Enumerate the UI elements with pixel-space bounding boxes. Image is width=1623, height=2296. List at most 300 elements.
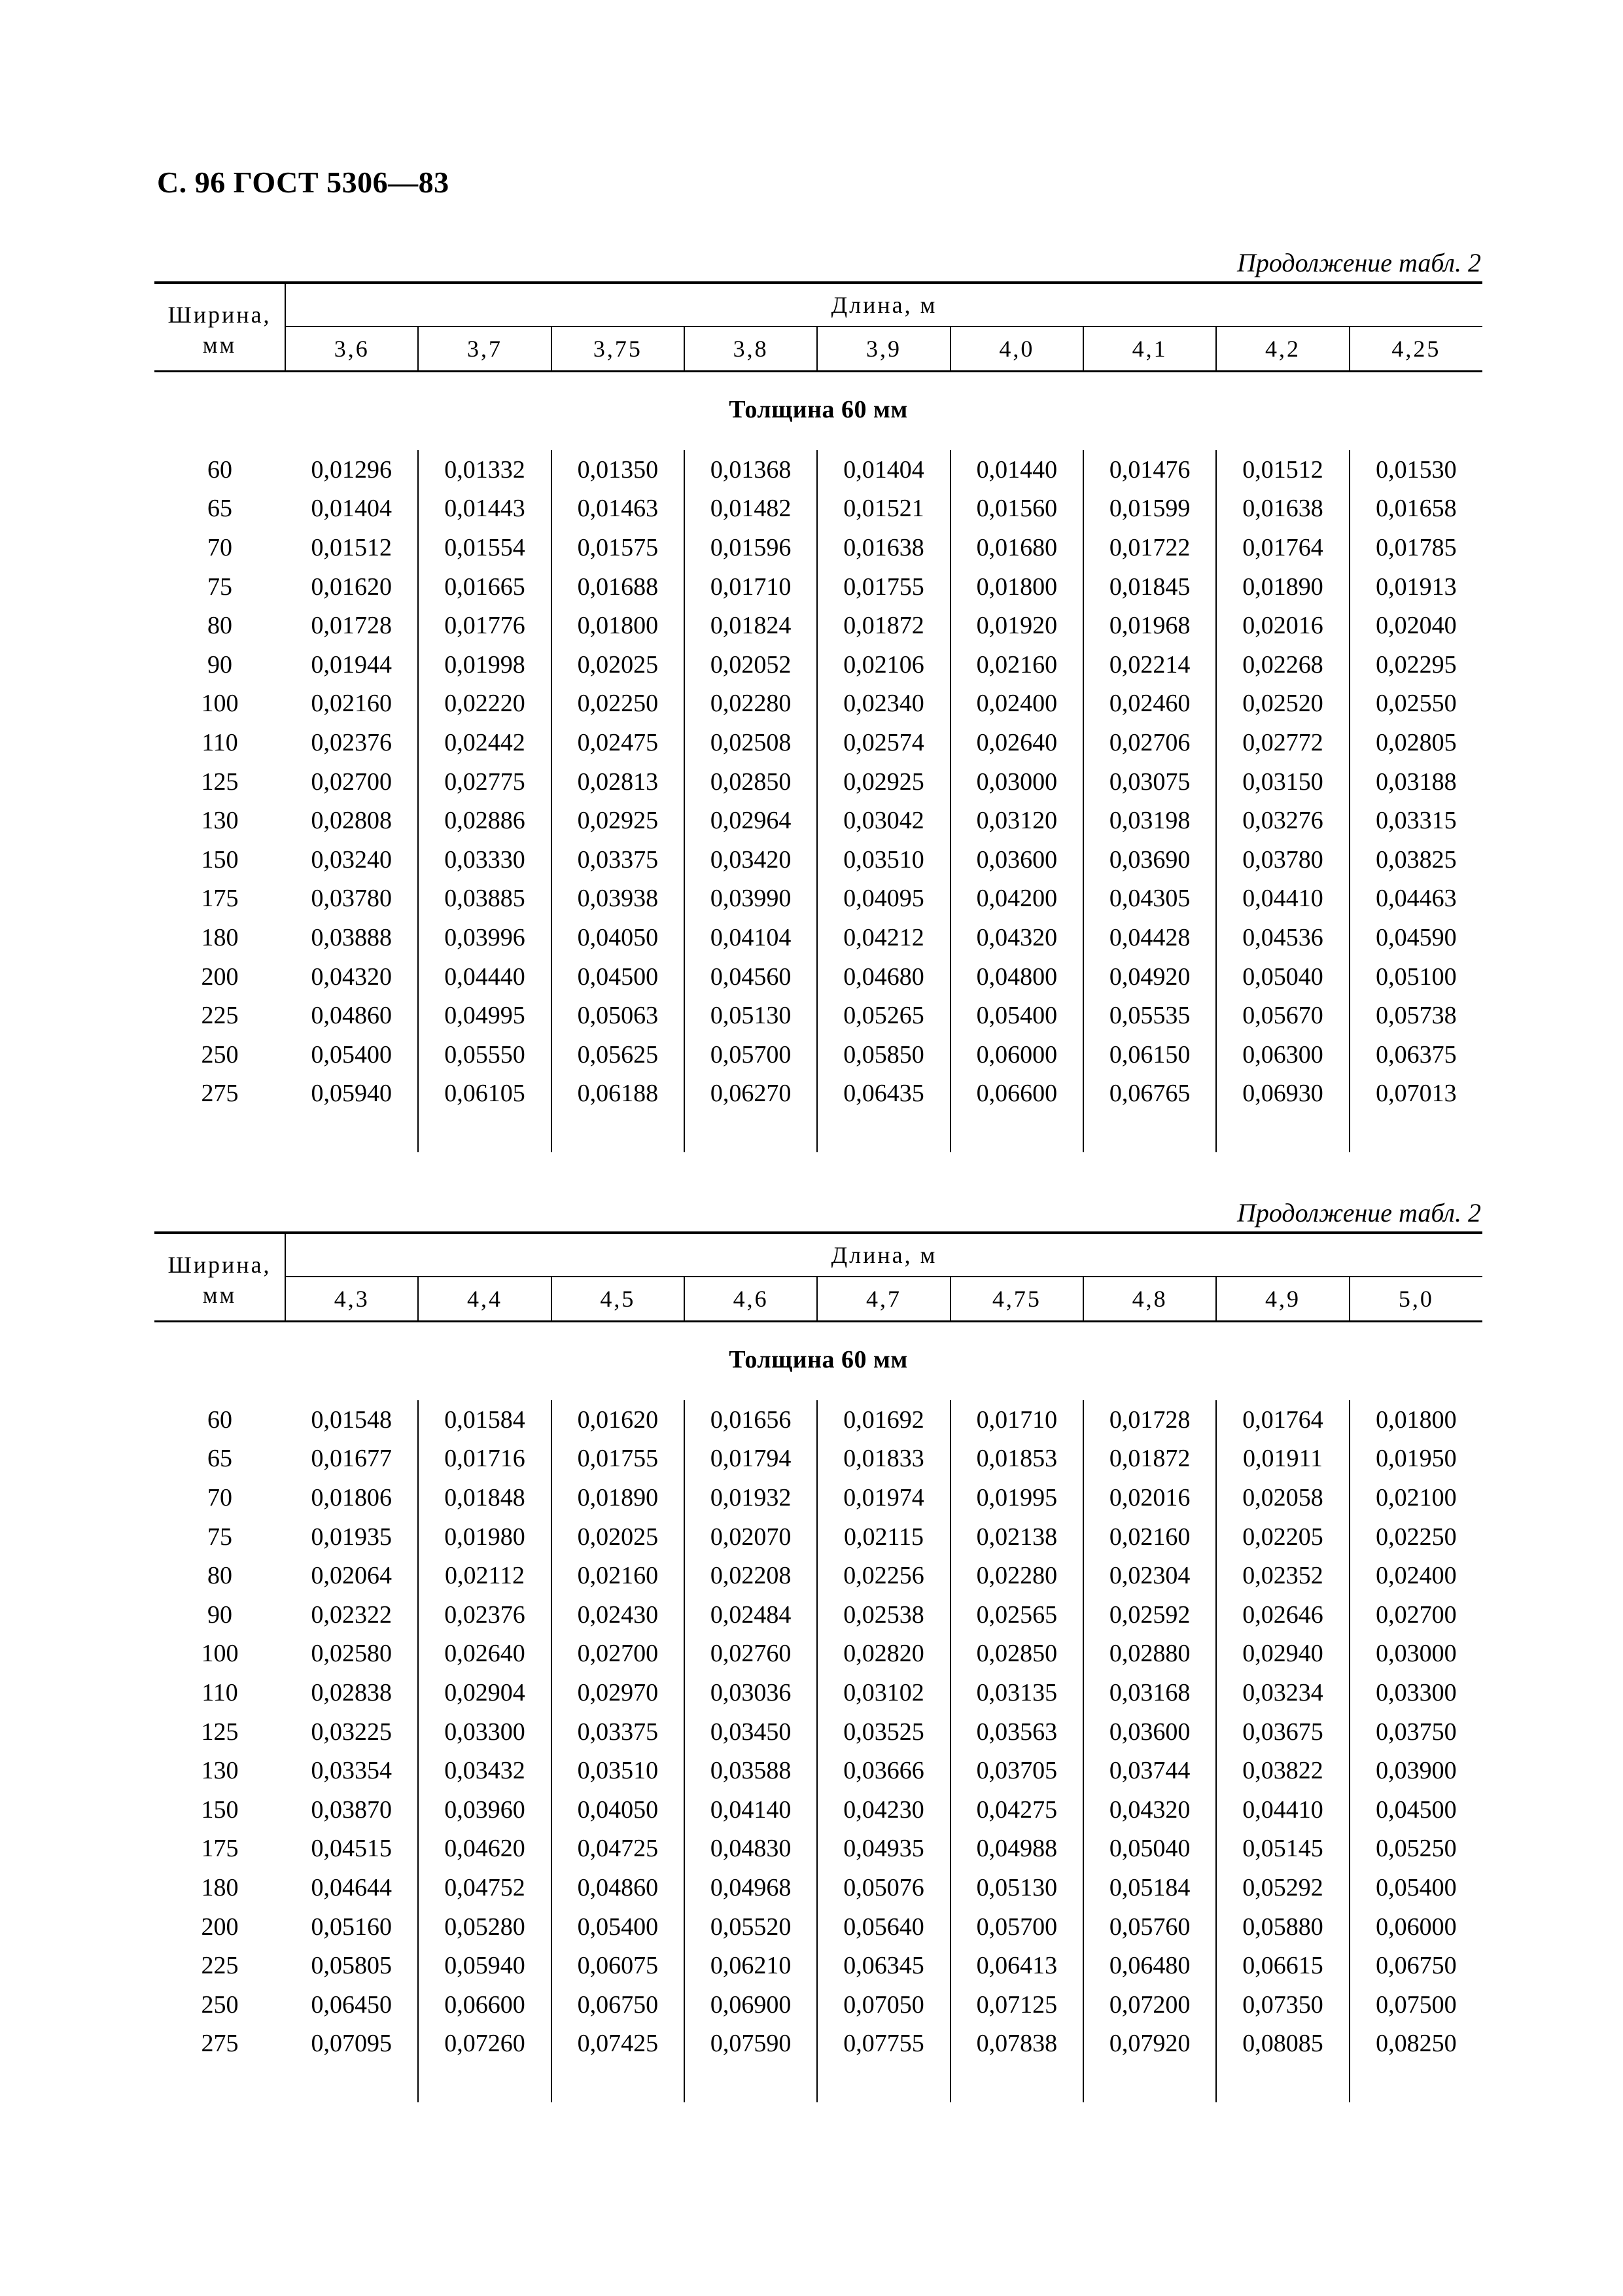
volume-cell: 0,03000 [951,762,1083,802]
table-row [154,2024,1482,2064]
volume-cell: 0,02520 [1216,684,1349,724]
volume-cell: 0,02646 [1216,1595,1349,1634]
volume-cell: 0,05850 [817,1035,950,1074]
volume-cell: 0,01443 [418,489,551,529]
volume-cell: 0,04644 [285,1868,418,1907]
volume-cell: 0,02400 [1376,1562,1457,1590]
volume-cell: 0,01596 [684,528,817,567]
volume-cell: 0,01764 [1216,528,1349,567]
volume-cell: 0,01584 [418,1400,551,1439]
volume-cell: 0,07050 [817,1985,950,2024]
table-row [154,1074,1482,1114]
table-row [154,1035,1482,1074]
volume-cell: 0,02850 [951,1634,1083,1674]
volume-cell: 0,05130 [684,996,817,1035]
volume-cell: 0,01794 [684,1439,817,1479]
volume-cell: 0,01665 [418,567,551,607]
table-block-1 [154,245,1482,1152]
volume-cell: 0,06900 [684,1985,817,2024]
width-value: 80 [207,1562,233,1590]
volume-cell: 0,02964 [684,801,817,840]
length-value: 4,4 [418,1277,551,1322]
volume-cell: 0,05400 [951,996,1083,1035]
volume-cell: 0,02025 [551,1517,684,1557]
width-value: 80 [207,612,233,640]
volume-cell: 0,05184 [1083,1868,1216,1907]
spacer-cell [1350,2063,1482,2102]
volume-cell: 0,07500 [1376,1990,1457,2019]
volume-cell: 0,04536 [1216,918,1349,957]
volume-cell: 0,07350 [1216,1985,1349,2024]
spacer-cell [951,1113,1083,1152]
volume-cell: 0,03432 [418,1751,551,1790]
volume-cell: 0,06600 [951,1074,1083,1114]
volume-cell: 0,02775 [418,762,551,802]
volume-cell: 0,01599 [1083,489,1216,529]
volume-cell: 0,02484 [684,1595,817,1634]
volume-cell: 0,04935 [817,1829,950,1869]
volume-cell: 0,01440 [951,450,1083,489]
width-value: 275 [201,1080,239,1108]
volume-cell: 0,01482 [684,489,817,529]
volume-cell: 0,02250 [551,684,684,724]
length-value: 3,75 [551,327,684,372]
volume-cell: 0,04320 [951,918,1083,957]
length-value: 4,8 [1083,1277,1216,1322]
width-header-line1: Ширина, [167,301,271,328]
volume-cell: 0,05145 [1216,1829,1349,1869]
volume-cell: 0,01688 [551,567,684,607]
volume-cell: 0,02160 [551,1556,684,1595]
volume-cell: 0,01638 [817,528,950,567]
volume-cell: 0,02214 [1083,645,1216,684]
spacer-cell [951,2063,1083,2102]
volume-cell: 0,07260 [418,2024,551,2064]
volume-cell: 0,01932 [684,1478,817,1517]
volume-cell: 0,04428 [1083,918,1216,957]
length-value: 4,7 [817,1277,950,1322]
volume-cell: 0,01800 [1376,1405,1457,1434]
volume-cell: 0,04050 [551,918,684,957]
length-value: 3,8 [684,327,817,372]
table-body [154,1400,1482,2102]
volume-cell: 0,01920 [951,606,1083,645]
volume-cell: 0,02064 [285,1556,418,1595]
volume-cell: 0,03420 [684,840,817,879]
width-value: 275 [201,2030,239,2058]
table-row [154,1907,1482,1947]
width-value: 70 [207,533,233,561]
volume-cell: 0,05670 [1216,996,1349,1035]
volume-cell: 0,04275 [951,1790,1083,1829]
volume-cell: 0,06615 [1216,1946,1349,1985]
table-row [154,1790,1482,1829]
volume-cell: 0,04800 [951,957,1083,997]
volume-cell: 0,02838 [285,1673,418,1712]
volume-cell: 0,01722 [1083,528,1216,567]
volume-cell: 0,06435 [817,1074,950,1114]
volume-cell: 0,04440 [418,957,551,997]
volume-cell: 0,01890 [1216,567,1349,607]
volume-cell: 0,07095 [285,2024,418,2064]
volume-cell: 0,04500 [551,957,684,997]
volume-cell: 0,02508 [684,723,817,762]
continuation-label: Продолжение табл. 2 [1236,248,1481,277]
volume-cell: 0,04860 [285,996,418,1035]
width-value: 90 [207,1600,233,1629]
volume-cell: 0,03990 [684,879,817,919]
volume-cell: 0,04104 [684,918,817,957]
volume-cell: 0,05940 [285,1074,418,1114]
volume-cell: 0,02580 [285,1634,418,1674]
volume-cell: 0,04200 [951,879,1083,919]
volume-cell: 0,04305 [1083,879,1216,919]
volume-cell: 0,02925 [551,801,684,840]
volume-cell: 0,01296 [285,450,418,489]
volume-table-2 [154,1231,1482,2102]
volume-cell: 0,04463 [1376,885,1457,913]
volume-cell: 0,03198 [1083,801,1216,840]
volume-cell: 0,06150 [1083,1035,1216,1074]
volume-cell: 0,01368 [684,450,817,489]
volume-cell: 0,02550 [1376,690,1457,718]
volume-cell: 0,02205 [1216,1517,1349,1557]
volume-cell: 0,05250 [1376,1835,1457,1863]
table-row [154,840,1482,879]
volume-cell: 0,04920 [1083,957,1216,997]
volume-cell: 0,06750 [551,1985,684,2024]
volume-cell: 0,01824 [684,606,817,645]
volume-cell: 0,04860 [551,1868,684,1907]
spacer-cell [1216,1113,1349,1152]
page-header: С. 96 ГОСТ 5306—83 [157,166,449,199]
volume-cell: 0,05640 [817,1907,950,1947]
table-row [154,1400,1482,1439]
volume-cell: 0,01638 [1216,489,1349,529]
volume-cell: 0,02760 [684,1634,817,1674]
volume-cell: 0,02304 [1083,1556,1216,1595]
volume-cell: 0,04620 [418,1829,551,1869]
volume-cell: 0,03822 [1216,1751,1349,1790]
width-value: 100 [201,690,239,718]
volume-cell: 0,04680 [817,957,950,997]
thickness-label: Толщина 60 мм [729,1346,908,1373]
volume-cell: 0,02850 [684,762,817,802]
volume-cell: 0,01800 [551,606,684,645]
length-value: 4,1 [1083,327,1216,372]
volume-cell: 0,02592 [1083,1595,1216,1634]
volume-cell: 0,05160 [285,1907,418,1947]
volume-cell: 0,02070 [684,1517,817,1557]
volume-cell: 0,02538 [817,1595,950,1634]
volume-cell: 0,03900 [1376,1757,1457,1785]
volume-cell: 0,07838 [951,2024,1083,2064]
volume-cell: 0,02706 [1083,723,1216,762]
volume-cell: 0,01944 [285,645,418,684]
volume-cell: 0,07590 [684,2024,817,2064]
volume-cell: 0,05400 [1376,1873,1457,1901]
volume-cell: 0,04988 [951,1829,1083,1869]
volume-cell: 0,04320 [1083,1790,1216,1829]
table-row [154,1868,1482,1907]
volume-cell: 0,02565 [951,1595,1083,1634]
volume-cell: 0,03996 [418,918,551,957]
table-row [154,450,1482,489]
volume-cell: 0,03885 [418,879,551,919]
width-value: 60 [207,1405,233,1434]
volume-cell: 0,01968 [1083,606,1216,645]
table-row [154,1829,1482,1869]
volume-cell: 0,03300 [1376,1678,1457,1706]
volume-cell: 0,03225 [285,1712,418,1752]
length-value: 4,25 [1350,327,1482,372]
volume-cell: 0,05520 [684,1907,817,1947]
volume-cell: 0,05625 [551,1035,684,1074]
volume-cell: 0,03750 [1376,1718,1457,1746]
volume-cell: 0,06480 [1083,1946,1216,1985]
width-value: 110 [201,728,238,756]
volume-cell: 0,02280 [951,1556,1083,1595]
volume-cell: 0,02376 [285,723,418,762]
volume-cell: 0,01755 [817,567,950,607]
volume-cell: 0,04212 [817,918,950,957]
width-value: 65 [207,495,233,523]
width-value: 175 [201,1835,239,1863]
volume-cell: 0,05700 [684,1035,817,1074]
width-value: 180 [201,923,239,951]
volume-cell: 0,01848 [418,1478,551,1517]
volume-cell: 0,08085 [1216,2024,1349,2064]
volume-cell: 0,03315 [1376,807,1457,835]
volume-cell: 0,02820 [817,1634,950,1674]
volume-cell: 0,03300 [418,1712,551,1752]
width-column-header [154,1233,285,1322]
volume-cell: 0,06450 [285,1985,418,2024]
spacer-cell [418,1113,551,1152]
spacer-cell [684,2063,817,2102]
volume-cell: 0,06375 [1376,1040,1457,1069]
width-value: 225 [201,1002,239,1030]
width-value: 200 [201,963,239,991]
volume-cell: 0,07125 [951,1985,1083,2024]
spacer-cell [1216,2063,1349,2102]
volume-cell: 0,01800 [951,567,1083,607]
length-values-row [154,327,1482,372]
volume-cell: 0,06600 [418,1985,551,2024]
volume-cell: 0,01913 [1376,573,1457,601]
table-row [154,1478,1482,1517]
table-row [154,1634,1482,1674]
volume-cell: 0,06000 [1376,1913,1457,1941]
volume-cell: 0,06750 [1376,1952,1457,1980]
volume-cell: 0,01658 [1376,495,1457,523]
spacer-cell [684,1113,817,1152]
volume-cell: 0,02574 [817,723,950,762]
volume-cell: 0,03888 [285,918,418,957]
volume-cell: 0,02220 [418,684,551,724]
volume-cell: 0,01575 [551,528,684,567]
continuation-label: Продолжение табл. 2 [1236,1198,1481,1227]
volume-cell: 0,02376 [418,1595,551,1634]
volume-cell: 0,07425 [551,2024,684,2064]
volume-cell: 0,04752 [418,1868,551,1907]
length-column-header: Длина, м [285,283,1482,327]
volume-cell: 0,05700 [951,1907,1083,1947]
volume-cell: 0,05040 [1216,957,1349,997]
volume-cell: 0,01521 [817,489,950,529]
volume-cell: 0,01980 [418,1517,551,1557]
spacer-cell [285,1113,418,1152]
volume-cell: 0,01833 [817,1439,950,1479]
volume-cell: 0,02052 [684,645,817,684]
volume-cell: 0,05100 [1376,963,1457,991]
volume-cell: 0,05738 [1376,1002,1457,1030]
volume-cell: 0,07920 [1083,2024,1216,2064]
volume-cell: 0,02880 [1083,1634,1216,1674]
volume-cell: 0,02058 [1216,1478,1349,1517]
volume-cell: 0,02256 [817,1556,950,1595]
volume-cell: 0,04560 [684,957,817,997]
spacer-cell [817,2063,950,2102]
length-value: 5,0 [1350,1277,1482,1322]
length-value: 4,5 [551,1277,684,1322]
volume-cell: 0,03675 [1216,1712,1349,1752]
volume-cell: 0,03354 [285,1751,418,1790]
volume-cell: 0,02475 [551,723,684,762]
width-value: 250 [201,1990,239,2019]
volume-cell: 0,01764 [1216,1400,1349,1439]
volume-cell: 0,02160 [951,645,1083,684]
volume-cell: 0,06345 [817,1946,950,1985]
width-value: 250 [201,1040,239,1069]
volume-cell: 0,06105 [418,1074,551,1114]
width-value: 75 [207,1523,233,1551]
volume-cell: 0,06765 [1083,1074,1216,1114]
volume-cell: 0,03563 [951,1712,1083,1752]
volume-cell: 0,02016 [1216,606,1349,645]
volume-cell: 0,02112 [418,1556,551,1595]
volume-cell: 0,01872 [817,606,950,645]
volume-cell: 0,01463 [551,489,684,529]
volume-cell: 0,02808 [285,801,418,840]
volume-cell: 0,03870 [285,1790,418,1829]
volume-cell: 0,01530 [1376,455,1457,484]
width-value: 180 [201,1873,239,1901]
volume-cell: 0,04515 [285,1829,418,1869]
length-value: 4,75 [951,1277,1083,1322]
volume-cell: 0,03705 [951,1751,1083,1790]
volume-cell: 0,05400 [551,1907,684,1947]
table-row [154,489,1482,529]
volume-cell: 0,02430 [551,1595,684,1634]
thickness-label: Толщина 60 мм [729,396,908,423]
volume-cell: 0,03075 [1083,762,1216,802]
volume-cell: 0,02025 [551,645,684,684]
volume-cell: 0,03042 [817,801,950,840]
volume-cell: 0,05130 [951,1868,1083,1907]
table-body [154,450,1482,1152]
spacer-cell [817,1113,950,1152]
volume-cell: 0,07013 [1376,1080,1457,1108]
volume-cell: 0,04995 [418,996,551,1035]
table-row [154,918,1482,957]
length-value: 4,6 [684,1277,817,1322]
volume-cell: 0,02100 [1376,1483,1457,1511]
volume-cell: 0,02640 [418,1634,551,1674]
volume-cell: 0,06413 [951,1946,1083,1985]
volume-cell: 0,02040 [1376,612,1457,640]
volume-cell: 0,02340 [817,684,950,724]
volume-cell: 0,02268 [1216,645,1349,684]
width-value: 200 [201,1913,239,1941]
volume-cell: 0,05535 [1083,996,1216,1035]
volume-cell: 0,07755 [817,2024,950,2064]
volume-cell: 0,03450 [684,1712,817,1752]
volume-cell: 0,01890 [551,1478,684,1517]
volume-cell: 0,02640 [951,723,1083,762]
volume-cell: 0,01548 [285,1400,418,1439]
volume-cell: 0,05292 [1216,1868,1349,1907]
volume-cell: 0,05805 [285,1946,418,1985]
volume-cell: 0,03330 [418,840,551,879]
width-value: 90 [207,650,233,679]
volume-cell: 0,04968 [684,1868,817,1907]
volume-cell: 0,05076 [817,1868,950,1907]
volume-cell: 0,01680 [951,528,1083,567]
volume-cell: 0,02400 [951,684,1083,724]
table-row [154,1751,1482,1790]
volume-cell: 0,02700 [551,1634,684,1674]
table-row [154,567,1482,607]
table-row [154,528,1482,567]
spacer-cell [551,1113,684,1152]
length-value: 4,2 [1216,327,1349,372]
volume-cell: 0,01755 [551,1439,684,1479]
width-column-header [154,283,285,372]
volume-cell: 0,02925 [817,762,950,802]
volume-cell: 0,02295 [1376,650,1457,679]
spacer-cell [285,2063,418,2102]
spacer-cell [418,2063,551,2102]
volume-cell: 0,03600 [951,840,1083,879]
volume-cell: 0,01785 [1376,533,1457,561]
volume-cell: 0,06075 [551,1946,684,1985]
volume-cell: 0,04500 [1376,1795,1457,1824]
table-row [154,606,1482,645]
spacer-cell [154,2063,285,2102]
length-value: 4,9 [1216,1277,1349,1322]
volume-cell: 0,06188 [551,1074,684,1114]
volume-cell: 0,01950 [1376,1445,1457,1473]
volume-cell: 0,03510 [817,840,950,879]
volume-cell: 0,04140 [684,1790,817,1829]
spacer-cell [1350,1113,1482,1152]
volume-cell: 0,03780 [1216,840,1349,879]
volume-cell: 0,01677 [285,1439,418,1479]
volume-cell: 0,03600 [1083,1712,1216,1752]
volume-cell: 0,04050 [551,1790,684,1829]
volume-cell: 0,01935 [285,1517,418,1557]
width-header-line1: Ширина, [167,1251,271,1278]
volume-cell: 0,01911 [1216,1439,1349,1479]
length-value: 3,6 [285,327,418,372]
volume-cell: 0,01728 [1083,1400,1216,1439]
volume-cell: 0,02813 [551,762,684,802]
volume-cell: 0,05940 [418,1946,551,1985]
spacer-cell [1083,1113,1216,1152]
table-row [154,1946,1482,1985]
volume-cell: 0,05280 [418,1907,551,1947]
